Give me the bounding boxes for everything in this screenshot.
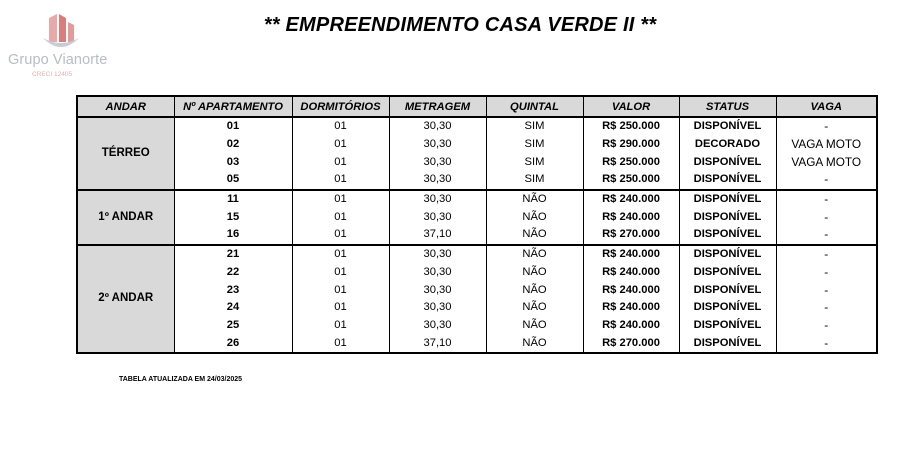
cell-vaga: -: [776, 171, 877, 190]
cell-quintal: NÃO: [486, 281, 583, 299]
cell-dormitorios: 01: [292, 317, 389, 335]
cell-apartamento: 23: [174, 281, 292, 299]
cell-apartamento: 24: [174, 299, 292, 317]
cell-valor: R$ 270.000: [583, 334, 679, 353]
floor-label: 2º ANDAR: [77, 245, 174, 353]
table-row: [77, 317, 877, 335]
cell-apartamento: 03: [174, 153, 292, 171]
header-apartamento: Nº APARTAMENTO: [174, 96, 292, 117]
table-row: [77, 299, 877, 317]
cell-vaga: -: [776, 190, 877, 209]
cell-valor: R$ 240.000: [583, 281, 679, 299]
cell-metragem: 30,30: [389, 171, 486, 190]
cell-dormitorios: 01: [292, 136, 389, 154]
cell-valor: R$ 250.000: [583, 153, 679, 171]
cell-quintal: NÃO: [486, 299, 583, 317]
header-dormitorios: DORMITÓRIOS: [292, 96, 389, 117]
cell-vaga: -: [776, 334, 877, 353]
cell-vaga: -: [776, 299, 877, 317]
cell-apartamento: 11: [174, 190, 292, 209]
header-status: STATUS: [679, 96, 776, 117]
cell-valor: R$ 270.000: [583, 226, 679, 245]
cell-metragem: 30,30: [389, 208, 486, 226]
cell-valor: R$ 240.000: [583, 190, 679, 209]
cell-quintal: SIM: [486, 171, 583, 190]
cell-dormitorios: 01: [292, 153, 389, 171]
cell-dormitorios: 01: [292, 171, 389, 190]
cell-apartamento: 26: [174, 334, 292, 353]
cell-status: DISPONÍVEL: [679, 334, 776, 353]
cell-dormitorios: 01: [292, 264, 389, 282]
cell-vaga: -: [776, 117, 877, 136]
cell-dormitorios: 01: [292, 334, 389, 353]
cell-vaga: -: [776, 317, 877, 335]
header-valor: VALOR: [583, 96, 679, 117]
page-title: ** EMPREENDIMENTO CASA VERDE II **: [263, 14, 657, 36]
table-row: [77, 153, 877, 171]
table-row: [77, 208, 877, 226]
cell-dormitorios: 01: [292, 208, 389, 226]
cell-valor: R$ 240.000: [583, 317, 679, 335]
cell-valor: R$ 290.000: [583, 136, 679, 154]
cell-valor: R$ 250.000: [583, 117, 679, 136]
cell-status: DISPONÍVEL: [679, 153, 776, 171]
cell-dormitorios: 01: [292, 281, 389, 299]
cell-status: DISPONÍVEL: [679, 226, 776, 245]
cell-apartamento: 21: [174, 245, 292, 264]
cell-metragem: 30,30: [389, 317, 486, 335]
cell-status: DISPONÍVEL: [679, 245, 776, 264]
updated-note: TABELA ATUALIZADA EM 24/03/2025: [119, 376, 243, 383]
cell-metragem: 30,30: [389, 153, 486, 171]
header-metragem: METRAGEM: [389, 96, 486, 117]
cell-metragem: 30,30: [389, 117, 486, 136]
cell-quintal: NÃO: [486, 264, 583, 282]
floor-label: 1º ANDAR: [77, 190, 174, 245]
cell-valor: R$ 240.000: [583, 245, 679, 264]
cell-vaga: -: [776, 264, 877, 282]
cell-vaga: -: [776, 208, 877, 226]
cell-vaga: VAGA MOTO: [776, 153, 877, 171]
cell-status: DISPONÍVEL: [679, 208, 776, 226]
cell-apartamento: 02: [174, 136, 292, 154]
logo-creci: CRECI 12405: [32, 71, 73, 78]
header-quintal: QUINTAL: [486, 96, 583, 117]
cell-vaga: -: [776, 281, 877, 299]
cell-dormitorios: 01: [292, 190, 389, 209]
cell-metragem: 30,30: [389, 190, 486, 209]
cell-status: DISPONÍVEL: [679, 281, 776, 299]
cell-metragem: 37,10: [389, 226, 486, 245]
cell-status: DISPONÍVEL: [679, 299, 776, 317]
cell-valor: R$ 240.000: [583, 208, 679, 226]
cell-quintal: SIM: [486, 153, 583, 171]
cell-apartamento: 22: [174, 264, 292, 282]
cell-vaga: VAGA MOTO: [776, 136, 877, 154]
cell-metragem: 37,10: [389, 334, 486, 353]
cell-vaga: -: [776, 226, 877, 245]
table-row: [77, 190, 877, 209]
cell-status: DISPONÍVEL: [679, 190, 776, 209]
cell-status: DECORADO: [679, 136, 776, 154]
table-row: [77, 136, 877, 154]
cell-quintal: NÃO: [486, 190, 583, 209]
cell-dormitorios: 01: [292, 299, 389, 317]
cell-quintal: NÃO: [486, 226, 583, 245]
cell-valor: R$ 240.000: [583, 299, 679, 317]
logo-name: Grupo Vianorte: [8, 52, 108, 68]
cell-valor: R$ 240.000: [583, 264, 679, 282]
table-row: [77, 226, 877, 245]
cell-quintal: SIM: [486, 117, 583, 136]
table-row: [77, 281, 877, 299]
cell-dormitorios: 01: [292, 226, 389, 245]
cell-metragem: 30,30: [389, 136, 486, 154]
cell-status: DISPONÍVEL: [679, 171, 776, 190]
cell-status: DISPONÍVEL: [679, 117, 776, 136]
cell-dormitorios: 01: [292, 117, 389, 136]
table-row: [77, 264, 877, 282]
cell-status: DISPONÍVEL: [679, 264, 776, 282]
header-vaga: VAGA: [776, 96, 877, 117]
cell-quintal: NÃO: [486, 208, 583, 226]
cell-metragem: 30,30: [389, 264, 486, 282]
table-row: [77, 117, 877, 136]
cell-apartamento: 16: [174, 226, 292, 245]
price-table: [76, 95, 878, 354]
table-row: [77, 245, 877, 264]
table-header-row: [77, 96, 877, 117]
cell-metragem: 30,30: [389, 299, 486, 317]
cell-quintal: NÃO: [486, 245, 583, 264]
table-row: [77, 171, 877, 190]
floor-label: TÉRREO: [77, 117, 174, 190]
cell-quintal: SIM: [486, 136, 583, 154]
cell-status: DISPONÍVEL: [679, 317, 776, 335]
cell-apartamento: 05: [174, 171, 292, 190]
cell-valor: R$ 250.000: [583, 171, 679, 190]
cell-apartamento: 15: [174, 208, 292, 226]
cell-dormitorios: 01: [292, 245, 389, 264]
cell-metragem: 30,30: [389, 245, 486, 264]
header-andar: ANDAR: [77, 96, 174, 117]
cell-quintal: NÃO: [486, 334, 583, 353]
cell-vaga: -: [776, 245, 877, 264]
table-row: [77, 334, 877, 353]
cell-quintal: NÃO: [486, 317, 583, 335]
cell-apartamento: 25: [174, 317, 292, 335]
cell-apartamento: 01: [174, 117, 292, 136]
cell-metragem: 30,30: [389, 281, 486, 299]
